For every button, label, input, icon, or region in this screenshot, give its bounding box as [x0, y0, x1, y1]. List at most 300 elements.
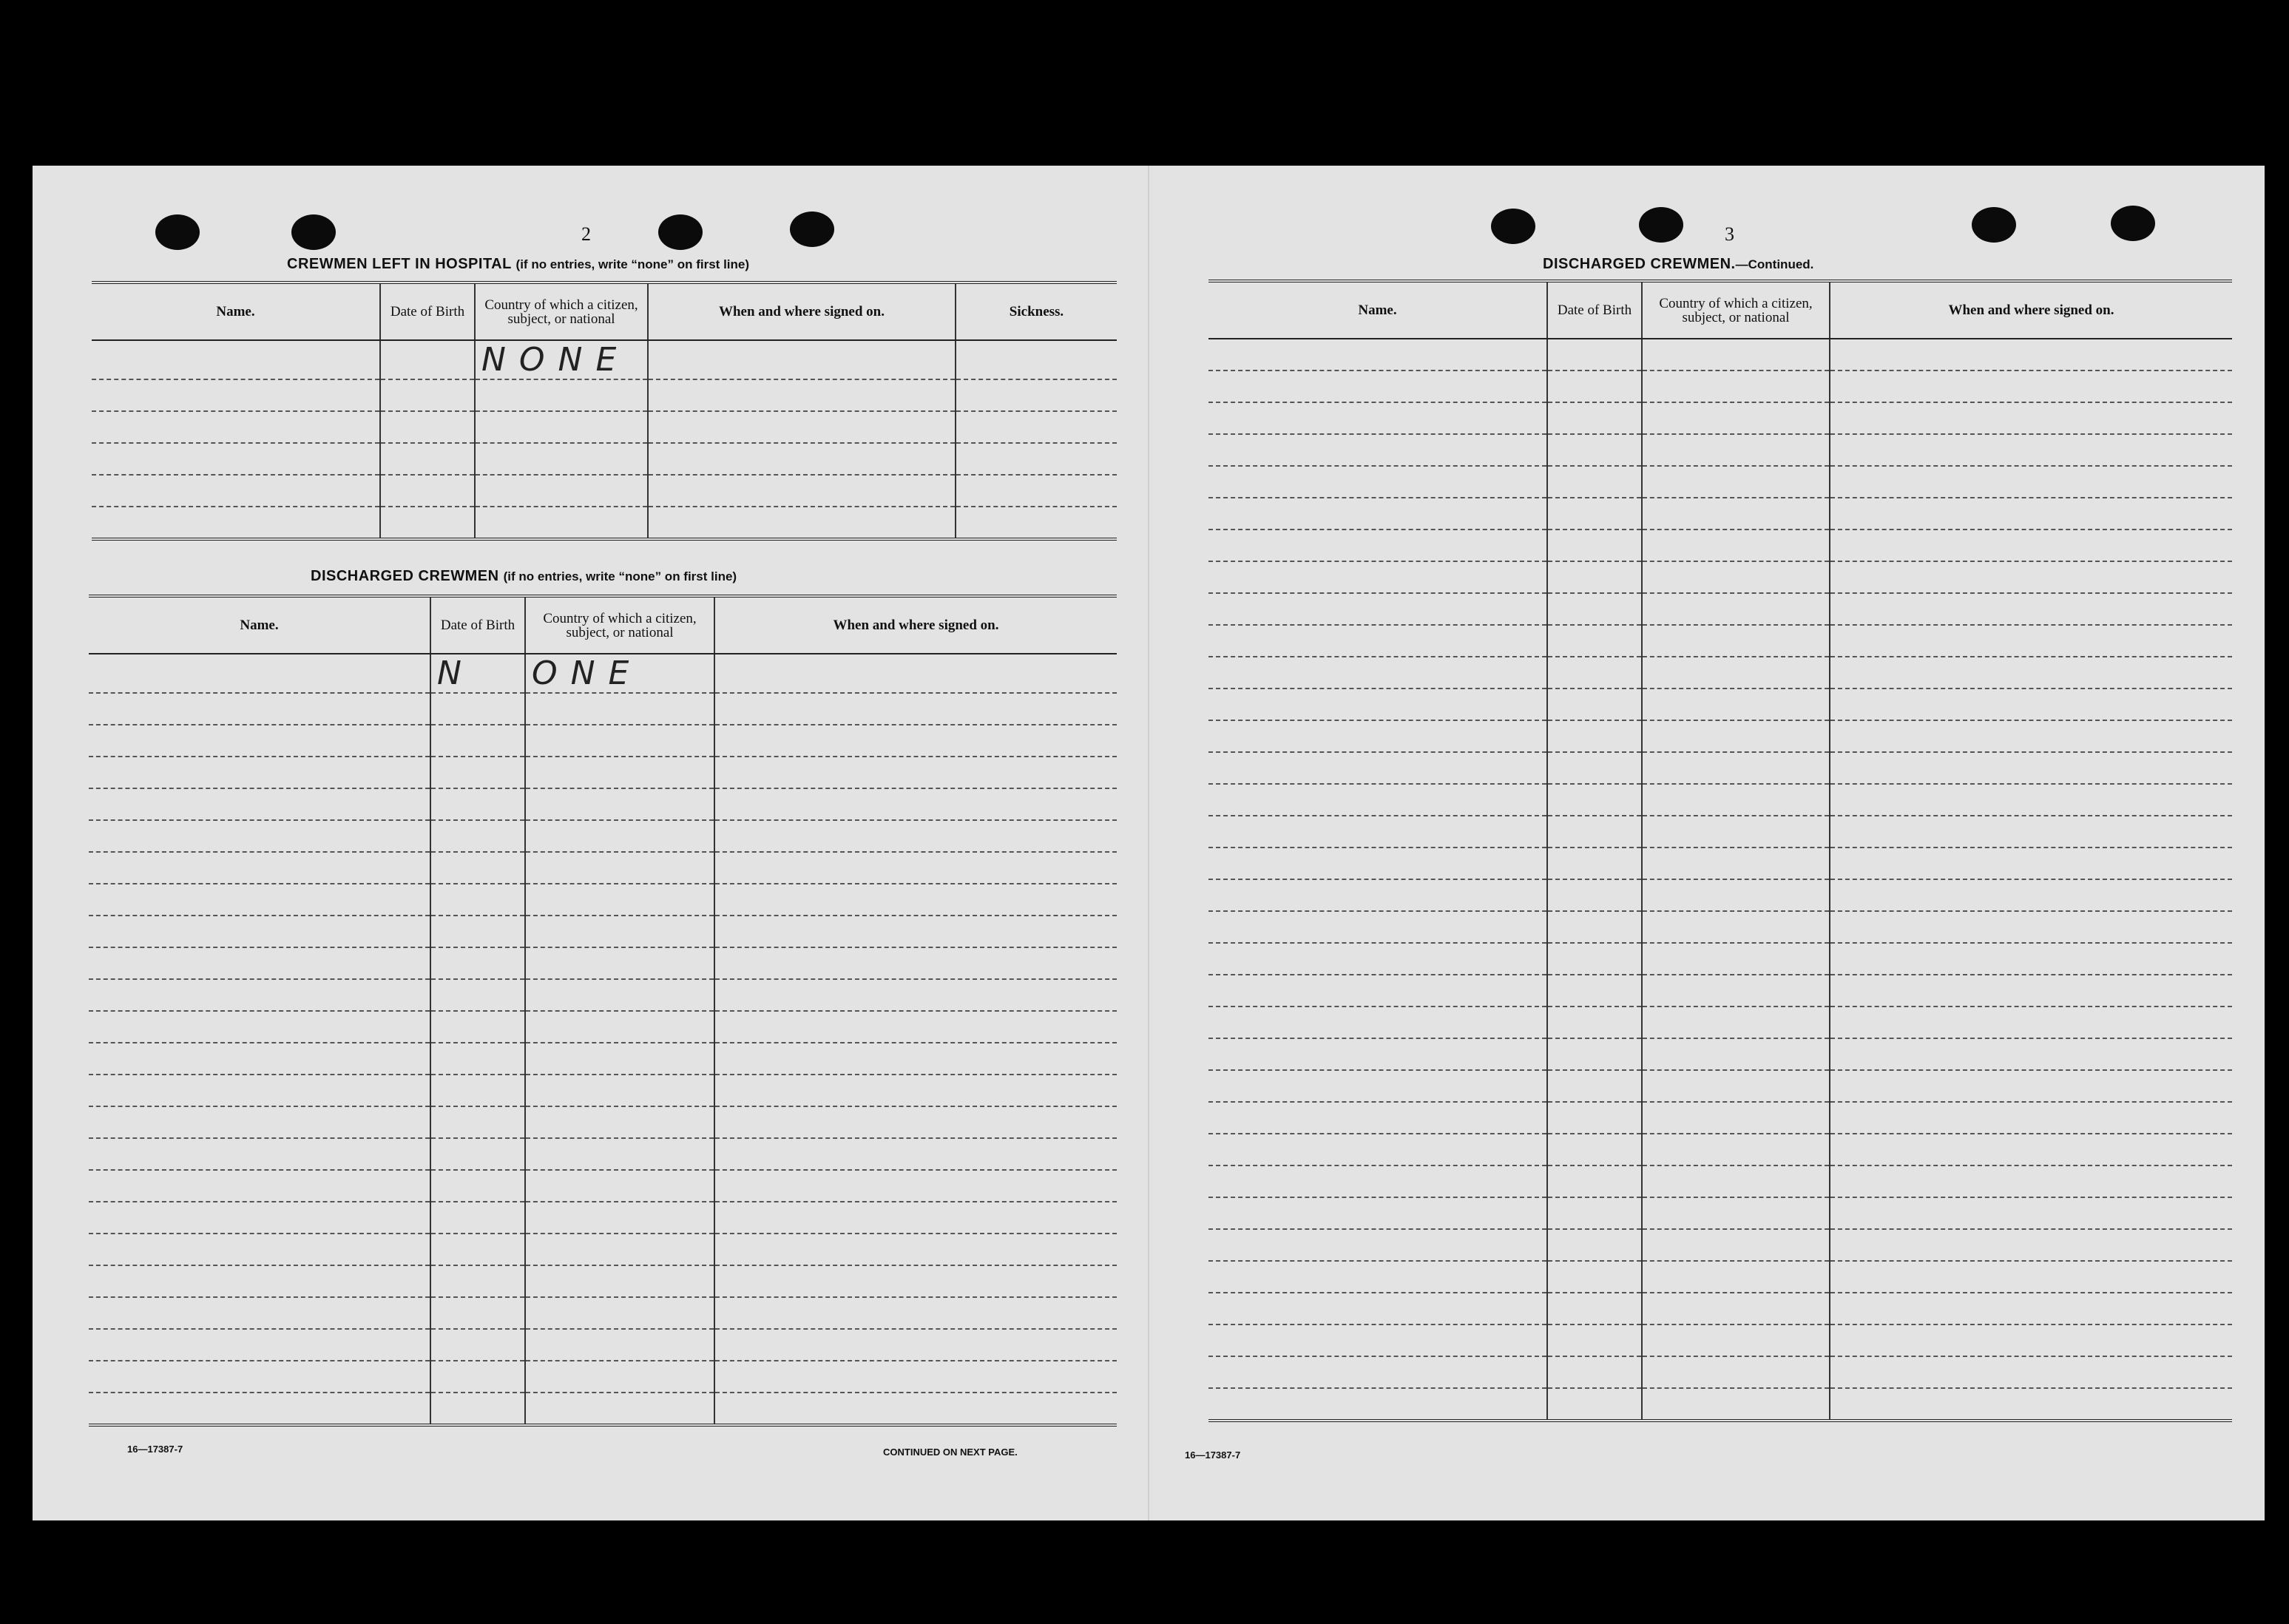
table-cell [1208, 1388, 1547, 1421]
table-row [89, 1393, 1117, 1425]
table-cell [1642, 752, 1830, 784]
table-row [1208, 1324, 2232, 1356]
table-cell [1830, 593, 2232, 625]
table-cell [1830, 1165, 2232, 1197]
table-cell [648, 379, 956, 411]
punch-hole-icon [1639, 207, 1683, 243]
table-cell [1830, 434, 2232, 466]
table-cell [1547, 688, 1642, 720]
table-cell [1830, 816, 2232, 847]
table-row [1208, 1038, 2232, 1070]
table-cell [714, 725, 1117, 757]
table-row [89, 757, 1117, 788]
right-page [1148, 166, 2266, 1520]
table-cell [525, 757, 714, 788]
table-cell [1642, 1006, 1830, 1038]
table-cell [1642, 561, 1830, 593]
form-sheet [33, 166, 2265, 1520]
table-cell [89, 1011, 430, 1043]
table-cell [525, 1329, 714, 1361]
table-cell [89, 725, 430, 757]
table-row [1208, 625, 2232, 657]
table-cell [525, 1393, 714, 1425]
table-cell [525, 916, 714, 947]
table-cell [430, 1170, 525, 1202]
table-cell [1547, 530, 1642, 561]
table-cell [1547, 847, 1642, 879]
table-cell [1547, 593, 1642, 625]
table-row [89, 884, 1117, 916]
table-cell [380, 443, 475, 475]
table-cell [430, 693, 525, 725]
table-cell [525, 1170, 714, 1202]
table-cell [89, 1170, 430, 1202]
table-cell [475, 507, 648, 539]
table-row [92, 411, 1117, 443]
table-cell [430, 1138, 525, 1170]
table-cell [430, 1043, 525, 1075]
table-row [1208, 561, 2232, 593]
table-row [1208, 402, 2232, 434]
table-cell [1642, 943, 1830, 975]
table-cell [89, 654, 430, 693]
table-row [89, 1329, 1117, 1361]
table-cell [1830, 1006, 2232, 1038]
table-row [1208, 1261, 2232, 1293]
table-cell [1830, 1324, 2232, 1356]
table-cell [1547, 752, 1642, 784]
table-row [89, 947, 1117, 979]
table-cell [714, 979, 1117, 1011]
table-cell [956, 475, 1117, 507]
table-row [89, 1106, 1117, 1138]
table-cell [1642, 1070, 1830, 1102]
table-row [1208, 816, 2232, 847]
table-cell [714, 1329, 1117, 1361]
table-cell [430, 1011, 525, 1043]
table-cell [430, 757, 525, 788]
table-cell [714, 1106, 1117, 1138]
column-header-signed-on: When and where signed on. [1830, 281, 2232, 339]
table-row [89, 1011, 1117, 1043]
table-cell [1547, 1038, 1642, 1070]
table-cell [1830, 1229, 2232, 1261]
table-cell [89, 1043, 430, 1075]
table-row [1208, 752, 2232, 784]
table-cell [1547, 498, 1642, 530]
table-row [1208, 720, 2232, 752]
table-cell [1208, 1070, 1547, 1102]
table-row [1208, 784, 2232, 816]
table-row [1208, 879, 2232, 911]
table-cell [714, 1170, 1117, 1202]
table-cell [1208, 1229, 1547, 1261]
table-cell [1208, 530, 1547, 561]
table-row [1208, 1197, 2232, 1229]
discharged-subtitle: (if no entries, write “none” on first line) [503, 569, 737, 583]
table-cell [1208, 371, 1547, 402]
table-cell [1830, 784, 2232, 816]
table-cell [1208, 816, 1547, 847]
table-row [1208, 1134, 2232, 1165]
table-cell [1547, 1006, 1642, 1038]
table-cell [92, 379, 380, 411]
table-row [92, 475, 1117, 507]
table-cell [1208, 657, 1547, 688]
table-row [89, 788, 1117, 820]
table-row [1208, 498, 2232, 530]
table-cell [1830, 1388, 2232, 1421]
table-cell [525, 725, 714, 757]
column-header-date-of-birth: Date of Birth [1547, 281, 1642, 339]
continued-note: CONTINUED ON NEXT PAGE. [883, 1447, 1018, 1458]
table-row [1208, 466, 2232, 498]
table-cell [1642, 847, 1830, 879]
table-cell [1208, 1356, 1547, 1388]
column-header-name: Name. [92, 282, 380, 340]
table-row [89, 1297, 1117, 1329]
table-cell [1208, 434, 1547, 466]
table-cell [1642, 816, 1830, 847]
table-row [89, 1361, 1117, 1393]
table-cell [1642, 975, 1830, 1006]
table-cell [89, 916, 430, 947]
table-cell [1642, 1229, 1830, 1261]
table-cell [1547, 1102, 1642, 1134]
table-cell [1547, 1165, 1642, 1197]
table-cell [525, 1106, 714, 1138]
table-cell [1642, 434, 1830, 466]
table-row [89, 1234, 1117, 1265]
table-cell [1642, 593, 1830, 625]
table-cell [1208, 688, 1547, 720]
table-cell [1547, 434, 1642, 466]
form-number: 16—17387-7 [127, 1444, 183, 1455]
table-row [89, 1138, 1117, 1170]
table-cell [1830, 975, 2232, 1006]
table-cell [1208, 752, 1547, 784]
table-cell [430, 820, 525, 852]
table-cell [1642, 688, 1830, 720]
table-cell [92, 507, 380, 539]
table-cell [1208, 402, 1547, 434]
table-cell [714, 1011, 1117, 1043]
table-cell [89, 1106, 430, 1138]
table-cell [714, 1043, 1117, 1075]
table-cell [89, 1075, 430, 1106]
table-cell [525, 1043, 714, 1075]
table-cell [1547, 657, 1642, 688]
table-cell [1642, 402, 1830, 434]
table-cell [89, 1393, 430, 1425]
table-row [1208, 1102, 2232, 1134]
table-cell [430, 1075, 525, 1106]
table-cell [89, 979, 430, 1011]
table-cell [1208, 339, 1547, 371]
table-cell: N [430, 654, 525, 693]
table-cell [1547, 720, 1642, 752]
table-cell [525, 693, 714, 725]
table-cell [1642, 1356, 1830, 1388]
table-cell [1642, 1293, 1830, 1324]
table-cell [1208, 1165, 1547, 1197]
table-cell [956, 340, 1117, 379]
table-row [89, 1043, 1117, 1075]
table-cell [475, 443, 648, 475]
table-row [92, 443, 1117, 475]
table-cell [525, 947, 714, 979]
punch-hole-icon [1972, 207, 2016, 243]
table-cell [1547, 879, 1642, 911]
table-cell [89, 1138, 430, 1170]
table-cell [430, 1393, 525, 1425]
table-cell [1547, 1261, 1642, 1293]
table-row [89, 852, 1117, 884]
continued-title-suffix: —Continued. [1735, 257, 1814, 271]
table-cell [1208, 1324, 1547, 1356]
table-cell [1642, 1102, 1830, 1134]
table-cell [1830, 688, 2232, 720]
table-cell [714, 1265, 1117, 1297]
page-number: 3 [1725, 223, 1734, 245]
column-header-country: Country of which a citizen, subject, or national [525, 596, 714, 654]
table-row [92, 507, 1117, 539]
table-row [89, 1265, 1117, 1297]
table-cell [380, 411, 475, 443]
table-cell [475, 411, 648, 443]
table-cell [89, 947, 430, 979]
table-cell [1547, 339, 1642, 371]
table-row [1208, 657, 2232, 688]
table-cell [1830, 752, 2232, 784]
table-cell [380, 379, 475, 411]
table-row [89, 1170, 1117, 1202]
table-cell [525, 788, 714, 820]
table-row [89, 693, 1117, 725]
table-cell [1208, 975, 1547, 1006]
table-cell [1208, 498, 1547, 530]
table-cell [714, 1361, 1117, 1393]
table-cell [475, 379, 648, 411]
table-cell [714, 757, 1117, 788]
table-cell [89, 820, 430, 852]
table-row [1208, 1165, 2232, 1197]
table-cell [1642, 339, 1830, 371]
table-cell [1830, 1356, 2232, 1388]
table-cell [1642, 720, 1830, 752]
table-cell [1547, 1293, 1642, 1324]
table-cell [1830, 466, 2232, 498]
table-cell [1547, 371, 1642, 402]
table-cell [648, 443, 956, 475]
table-cell [430, 1329, 525, 1361]
table-cell [956, 379, 1117, 411]
table-cell [714, 1075, 1117, 1106]
table-cell [1642, 498, 1830, 530]
table-cell [1208, 1102, 1547, 1134]
column-header-sickness: Sickness. [956, 282, 1117, 340]
table-cell [1642, 1388, 1830, 1421]
table-cell [89, 1329, 430, 1361]
table-cell [1547, 1197, 1642, 1229]
discharged-section-title [311, 568, 737, 585]
table-cell [1830, 720, 2232, 752]
table-cell [525, 979, 714, 1011]
table-cell [525, 852, 714, 884]
table-cell [1830, 498, 2232, 530]
table-cell [1830, 371, 2232, 402]
table-cell [1208, 943, 1547, 975]
table-cell [1642, 784, 1830, 816]
column-header-name: Name. [89, 596, 430, 654]
table-cell [89, 1234, 430, 1265]
table-cell [1830, 339, 2232, 371]
table-row [89, 979, 1117, 1011]
table-cell [1642, 1261, 1830, 1293]
table-cell [1642, 466, 1830, 498]
table-row [1208, 688, 2232, 720]
table-cell [1208, 879, 1547, 911]
punch-hole-icon [658, 214, 703, 250]
table-cell [430, 916, 525, 947]
table-cell [1208, 911, 1547, 943]
table-cell [380, 507, 475, 539]
table-cell: NONE [475, 340, 648, 379]
table-cell [1208, 1134, 1547, 1165]
table-row [1208, 1229, 2232, 1261]
column-header-country: Country of which a citizen, subject, or national [475, 282, 648, 340]
punch-hole-icon [790, 212, 834, 247]
table-cell [1830, 1197, 2232, 1229]
table-row [89, 820, 1117, 852]
discharged-continued-table [1208, 280, 2232, 1422]
table-cell [714, 916, 1117, 947]
table-cell [714, 693, 1117, 725]
table-cell [525, 884, 714, 916]
table-cell [714, 884, 1117, 916]
discharged-title: DISCHARGED CREWMEN [311, 568, 499, 584]
table-cell [1547, 911, 1642, 943]
table-cell [525, 1011, 714, 1043]
table-cell [1208, 1006, 1547, 1038]
table-cell [1208, 561, 1547, 593]
table-cell [380, 475, 475, 507]
table-cell [648, 411, 956, 443]
table-cell [1830, 1070, 2232, 1102]
table-cell [430, 1202, 525, 1234]
table-cell [1547, 1324, 1642, 1356]
continued-section-title [1543, 256, 1813, 273]
table-row [1208, 911, 2232, 943]
table-cell [714, 820, 1117, 852]
column-header-signed-on: When and where signed on. [714, 596, 1117, 654]
table-cell [92, 340, 380, 379]
table-cell [92, 443, 380, 475]
table-row [1208, 530, 2232, 561]
table-cell [430, 852, 525, 884]
table-cell [89, 757, 430, 788]
table-cell [1830, 911, 2232, 943]
table-cell [1208, 593, 1547, 625]
table-cell [714, 1138, 1117, 1170]
table-cell [525, 1075, 714, 1106]
table-row [92, 340, 1117, 379]
table-cell [525, 1234, 714, 1265]
page-number: 2 [581, 223, 591, 245]
table-row [1208, 943, 2232, 975]
punch-hole-icon [2111, 206, 2155, 241]
table-row [1208, 1070, 2232, 1102]
column-header-signed-on: When and where signed on. [648, 282, 956, 340]
table-cell [430, 947, 525, 979]
table-row [1208, 371, 2232, 402]
table-cell [1547, 816, 1642, 847]
table-cell [525, 1297, 714, 1329]
table-row [89, 654, 1117, 693]
table-cell [1208, 1261, 1547, 1293]
table-cell [1830, 1261, 2232, 1293]
table-cell [430, 788, 525, 820]
table-cell [1208, 1293, 1547, 1324]
table-row [89, 725, 1117, 757]
form-number: 16—17387-7 [1185, 1449, 1241, 1461]
table-cell [430, 1361, 525, 1393]
table-cell [1830, 847, 2232, 879]
table-cell [1642, 530, 1830, 561]
table-row [92, 379, 1117, 411]
table-row [1208, 593, 2232, 625]
hospital-section-title [287, 256, 749, 273]
table-cell [648, 475, 956, 507]
table-cell [1830, 561, 2232, 593]
hospital-table [92, 281, 1117, 541]
table-cell [956, 507, 1117, 539]
table-cell [525, 820, 714, 852]
table-cell [1208, 784, 1547, 816]
table-cell [714, 788, 1117, 820]
table-cell [1830, 1134, 2232, 1165]
table-cell [1547, 561, 1642, 593]
table-cell [1208, 625, 1547, 657]
table-cell [714, 654, 1117, 693]
table-cell [1547, 975, 1642, 1006]
table-cell [1642, 911, 1830, 943]
table-cell [92, 411, 380, 443]
table-cell [1547, 1356, 1642, 1388]
table-cell [89, 1361, 430, 1393]
punch-hole-icon [1491, 209, 1535, 244]
table-row [1208, 847, 2232, 879]
table-cell [1830, 1102, 2232, 1134]
table-cell [714, 1202, 1117, 1234]
table-cell [525, 1138, 714, 1170]
table-cell [525, 1202, 714, 1234]
table-row [1208, 1006, 2232, 1038]
table-cell [430, 1297, 525, 1329]
table-cell [1547, 784, 1642, 816]
punch-hole-icon [291, 214, 336, 250]
table-cell [1208, 1038, 1547, 1070]
table-cell [89, 884, 430, 916]
table-cell [1547, 466, 1642, 498]
table-cell [1547, 1388, 1642, 1421]
table-cell [1642, 657, 1830, 688]
table-cell [1642, 625, 1830, 657]
table-cell [1547, 1229, 1642, 1261]
left-page [33, 166, 1148, 1520]
table-cell [648, 507, 956, 539]
table-cell [1830, 625, 2232, 657]
